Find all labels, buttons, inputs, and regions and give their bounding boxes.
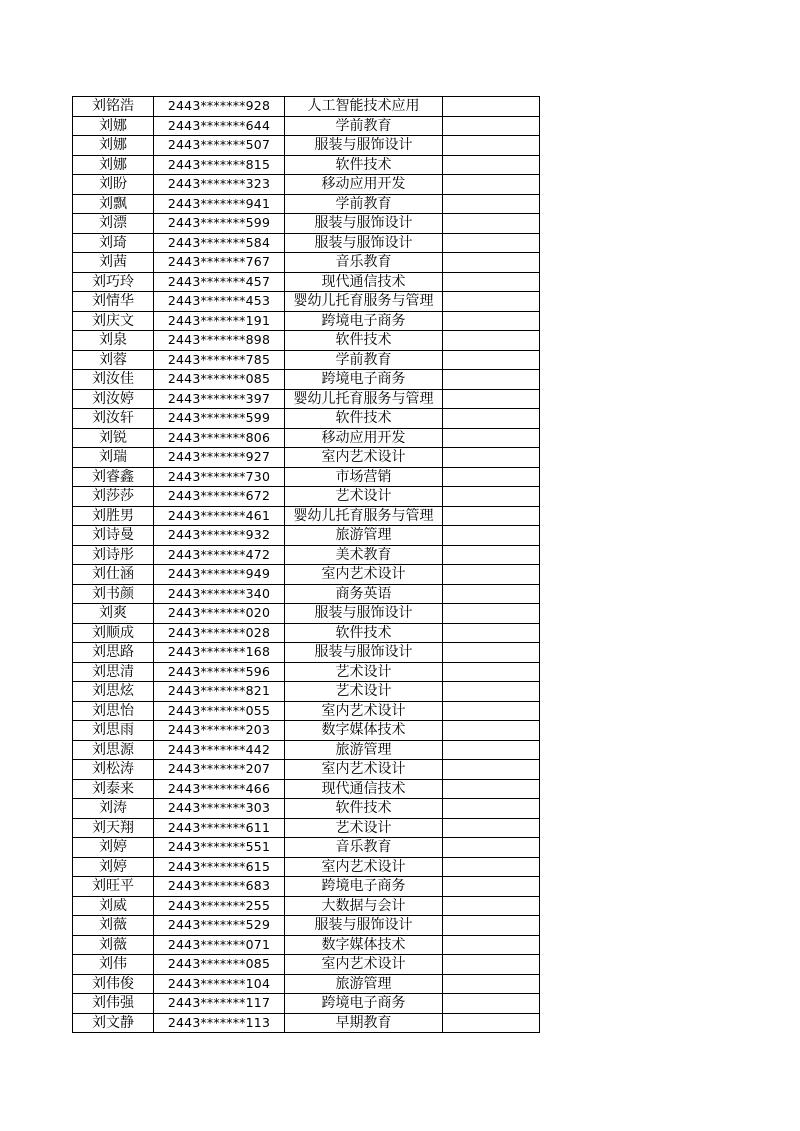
major-cell: 数字媒体技术 [285,721,443,741]
student-name-cell: 刘婷 [73,857,154,877]
major-cell: 跨境电子商务 [285,370,443,390]
student-name-cell: 刘娜 [73,116,154,136]
student-id-cell: 2443*******683 [154,877,285,897]
major-cell: 室内艺术设计 [285,955,443,975]
major-cell: 移动应用开发 [285,175,443,195]
student-id-cell: 2443*******055 [154,701,285,721]
empty-cell [443,604,540,624]
student-id-cell: 2443*******104 [154,974,285,994]
student-name-cell: 刘睿鑫 [73,467,154,487]
major-cell: 服装与服饰设计 [285,643,443,663]
table-row [73,643,540,663]
student-id-cell: 2443*******949 [154,565,285,585]
major-cell: 移动应用开发 [285,428,443,448]
student-id-cell: 2443*******255 [154,896,285,916]
major-cell: 音乐教育 [285,838,443,858]
major-cell: 现代通信技术 [285,779,443,799]
table-row [73,214,540,234]
empty-cell [443,506,540,526]
student-id-cell: 2443*******815 [154,155,285,175]
empty-cell [443,1013,540,1033]
major-cell: 婴幼儿托育服务与管理 [285,292,443,312]
empty-cell [443,623,540,643]
student-id-cell: 2443*******529 [154,916,285,936]
major-cell: 软件技术 [285,799,443,819]
student-id-cell: 2443*******507 [154,136,285,156]
table-row [73,682,540,702]
student-id-cell: 2443*******941 [154,194,285,214]
empty-cell [443,292,540,312]
empty-cell [443,272,540,292]
table-row [73,272,540,292]
table-row [73,662,540,682]
major-cell: 室内艺术设计 [285,760,443,780]
major-cell: 婴幼儿托育服务与管理 [285,506,443,526]
empty-cell [443,916,540,936]
student-id-cell: 2443*******085 [154,955,285,975]
student-id-cell: 2443*******821 [154,682,285,702]
student-id-cell: 2443*******611 [154,818,285,838]
table-row [73,857,540,877]
empty-cell [443,701,540,721]
empty-cell [443,838,540,858]
student-name-cell: 刘思清 [73,662,154,682]
empty-cell [443,487,540,507]
student-id-cell: 2443*******672 [154,487,285,507]
student-id-cell: 2443*******615 [154,857,285,877]
major-cell: 跨境电子商务 [285,877,443,897]
table-row [73,565,540,585]
empty-cell [443,311,540,331]
table-row [73,389,540,409]
table-row [73,1013,540,1033]
table-row [73,545,540,565]
table-row [73,116,540,136]
table-row [73,467,540,487]
student-name-cell: 刘琦 [73,233,154,253]
table-row [73,136,540,156]
student-id-cell: 2443*******191 [154,311,285,331]
empty-cell [443,545,540,565]
major-cell: 跨境电子商务 [285,311,443,331]
empty-cell [443,350,540,370]
empty-cell [443,662,540,682]
student-name-cell: 刘伟 [73,955,154,975]
table-row [73,311,540,331]
empty-cell [443,136,540,156]
empty-cell [443,935,540,955]
student-name-cell: 刘诗曼 [73,526,154,546]
student-name-cell: 刘思炫 [73,682,154,702]
student-name-cell: 刘娜 [73,136,154,156]
table-row [73,584,540,604]
student-name-cell: 刘蓉 [73,350,154,370]
empty-cell [443,818,540,838]
student-name-cell: 刘思雨 [73,721,154,741]
empty-cell [443,779,540,799]
empty-cell [443,467,540,487]
student-id-cell: 2443*******461 [154,506,285,526]
student-name-cell: 刘婷 [73,838,154,858]
major-cell: 室内艺术设计 [285,565,443,585]
student-id-cell: 2443*******599 [154,409,285,429]
student-id-cell: 2443*******927 [154,448,285,468]
table-row [73,877,540,897]
student-name-cell: 刘顺成 [73,623,154,643]
empty-cell [443,428,540,448]
student-name-cell: 刘巧玲 [73,272,154,292]
student-id-cell: 2443*******928 [154,97,285,117]
student-id-cell: 2443*******644 [154,116,285,136]
empty-cell [443,526,540,546]
empty-cell [443,643,540,663]
student-name-cell: 刘威 [73,896,154,916]
major-cell: 服装与服饰设计 [285,604,443,624]
empty-cell [443,409,540,429]
major-cell: 美术教育 [285,545,443,565]
table-row [73,350,540,370]
table-row [73,253,540,273]
major-cell: 早期教育 [285,1013,443,1033]
table-row [73,448,540,468]
empty-cell [443,896,540,916]
student-name-cell: 刘思路 [73,643,154,663]
major-cell: 市场营销 [285,467,443,487]
table-row [73,701,540,721]
major-cell: 商务英语 [285,584,443,604]
empty-cell [443,175,540,195]
major-cell: 艺术设计 [285,682,443,702]
student-name-cell: 刘涛 [73,799,154,819]
major-cell: 音乐教育 [285,253,443,273]
student-id-cell: 2443*******730 [154,467,285,487]
table-row [73,896,540,916]
empty-cell [443,721,540,741]
table-row [73,487,540,507]
major-cell: 室内艺术设计 [285,448,443,468]
table-row [73,721,540,741]
major-cell: 人工智能技术应用 [285,97,443,117]
empty-cell [443,389,540,409]
major-cell: 服装与服饰设计 [285,916,443,936]
student-id-cell: 2443*******442 [154,740,285,760]
student-name-cell: 刘思怡 [73,701,154,721]
table-row [73,155,540,175]
table-row [73,331,540,351]
table-row [73,370,540,390]
major-cell: 服装与服饰设计 [285,233,443,253]
table-row [73,623,540,643]
student-id-cell: 2443*******472 [154,545,285,565]
student-id-cell: 2443*******085 [154,370,285,390]
student-name-cell: 刘伟俊 [73,974,154,994]
major-cell: 学前教育 [285,116,443,136]
major-cell: 旅游管理 [285,974,443,994]
student-name-cell: 刘仕涵 [73,565,154,585]
empty-cell [443,682,540,702]
empty-cell [443,155,540,175]
student-name-cell: 刘诗彤 [73,545,154,565]
student-id-cell: 2443*******168 [154,643,285,663]
student-name-cell: 刘泉 [73,331,154,351]
student-name-cell: 刘锐 [73,428,154,448]
student-id-cell: 2443*******785 [154,350,285,370]
student-id-cell: 2443*******117 [154,994,285,1014]
major-cell: 软件技术 [285,409,443,429]
empty-cell [443,877,540,897]
table-row [73,974,540,994]
major-cell: 旅游管理 [285,526,443,546]
empty-cell [443,233,540,253]
student-id-cell: 2443*******203 [154,721,285,741]
empty-cell [443,955,540,975]
student-name-cell: 刘铭浩 [73,97,154,117]
student-id-cell: 2443*******340 [154,584,285,604]
student-name-cell: 刘情华 [73,292,154,312]
roster-body [73,97,540,1033]
student-name-cell: 刘天翔 [73,818,154,838]
student-name-cell: 刘泰来 [73,779,154,799]
student-id-cell: 2443*******466 [154,779,285,799]
student-name-cell: 刘汝佳 [73,370,154,390]
student-name-cell: 刘茜 [73,253,154,273]
student-id-cell: 2443*******898 [154,331,285,351]
table-row [73,175,540,195]
table-row [73,97,540,117]
student-id-cell: 2443*******551 [154,838,285,858]
major-cell: 学前教育 [285,350,443,370]
empty-cell [443,857,540,877]
table-row [73,779,540,799]
empty-cell [443,370,540,390]
student-id-cell: 2443*******028 [154,623,285,643]
table-row [73,760,540,780]
table-row [73,292,540,312]
student-id-cell: 2443*******323 [154,175,285,195]
student-name-cell: 刘汝婷 [73,389,154,409]
empty-cell [443,97,540,117]
major-cell: 室内艺术设计 [285,857,443,877]
student-id-cell: 2443*******071 [154,935,285,955]
student-name-cell: 刘松涛 [73,760,154,780]
major-cell: 服装与服饰设计 [285,136,443,156]
table-row [73,955,540,975]
student-id-cell: 2443*******806 [154,428,285,448]
student-name-cell: 刘飘 [73,194,154,214]
major-cell: 软件技术 [285,331,443,351]
major-cell: 艺术设计 [285,487,443,507]
table-row [73,994,540,1014]
student-name-cell: 刘胜男 [73,506,154,526]
student-id-cell: 2443*******207 [154,760,285,780]
empty-cell [443,331,540,351]
table-row [73,233,540,253]
major-cell: 数字媒体技术 [285,935,443,955]
table-row [73,818,540,838]
student-id-cell: 2443*******767 [154,253,285,273]
table-row [73,409,540,429]
major-cell: 服装与服饰设计 [285,214,443,234]
student-name-cell: 刘莎莎 [73,487,154,507]
student-id-cell: 2443*******113 [154,1013,285,1033]
empty-cell [443,760,540,780]
major-cell: 艺术设计 [285,818,443,838]
student-name-cell: 刘思源 [73,740,154,760]
major-cell: 学前教育 [285,194,443,214]
student-name-cell: 刘瑞 [73,448,154,468]
student-id-cell: 2443*******397 [154,389,285,409]
major-cell: 现代通信技术 [285,272,443,292]
empty-cell [443,116,540,136]
major-cell: 婴幼儿托育服务与管理 [285,389,443,409]
empty-cell [443,565,540,585]
table-row [73,916,540,936]
student-name-cell: 刘爽 [73,604,154,624]
major-cell: 软件技术 [285,623,443,643]
major-cell: 室内艺术设计 [285,701,443,721]
major-cell: 旅游管理 [285,740,443,760]
empty-cell [443,194,540,214]
empty-cell [443,584,540,604]
student-name-cell: 刘薇 [73,935,154,955]
student-name-cell: 刘汝轩 [73,409,154,429]
student-id-cell: 2443*******457 [154,272,285,292]
major-cell: 大数据与会计 [285,896,443,916]
table-row [73,838,540,858]
student-name-cell: 刘庆文 [73,311,154,331]
student-roster-table [72,96,540,1033]
empty-cell [443,214,540,234]
empty-cell [443,253,540,273]
major-cell: 艺术设计 [285,662,443,682]
student-name-cell: 刘薇 [73,916,154,936]
table-row [73,935,540,955]
student-id-cell: 2443*******584 [154,233,285,253]
student-id-cell: 2443*******932 [154,526,285,546]
empty-cell [443,740,540,760]
student-id-cell: 2443*******020 [154,604,285,624]
empty-cell [443,799,540,819]
student-name-cell: 刘盼 [73,175,154,195]
empty-cell [443,974,540,994]
student-name-cell: 刘书颜 [73,584,154,604]
major-cell: 软件技术 [285,155,443,175]
table-row [73,604,540,624]
table-row [73,740,540,760]
student-id-cell: 2443*******303 [154,799,285,819]
table-row [73,799,540,819]
table-row [73,506,540,526]
empty-cell [443,994,540,1014]
student-id-cell: 2443*******596 [154,662,285,682]
table-row [73,428,540,448]
student-name-cell: 刘伟强 [73,994,154,1014]
student-name-cell: 刘文静 [73,1013,154,1033]
table-row [73,526,540,546]
student-name-cell: 刘旺平 [73,877,154,897]
student-id-cell: 2443*******453 [154,292,285,312]
student-name-cell: 刘娜 [73,155,154,175]
empty-cell [443,448,540,468]
student-id-cell: 2443*******599 [154,214,285,234]
major-cell: 跨境电子商务 [285,994,443,1014]
student-name-cell: 刘漂 [73,214,154,234]
table-row [73,194,540,214]
